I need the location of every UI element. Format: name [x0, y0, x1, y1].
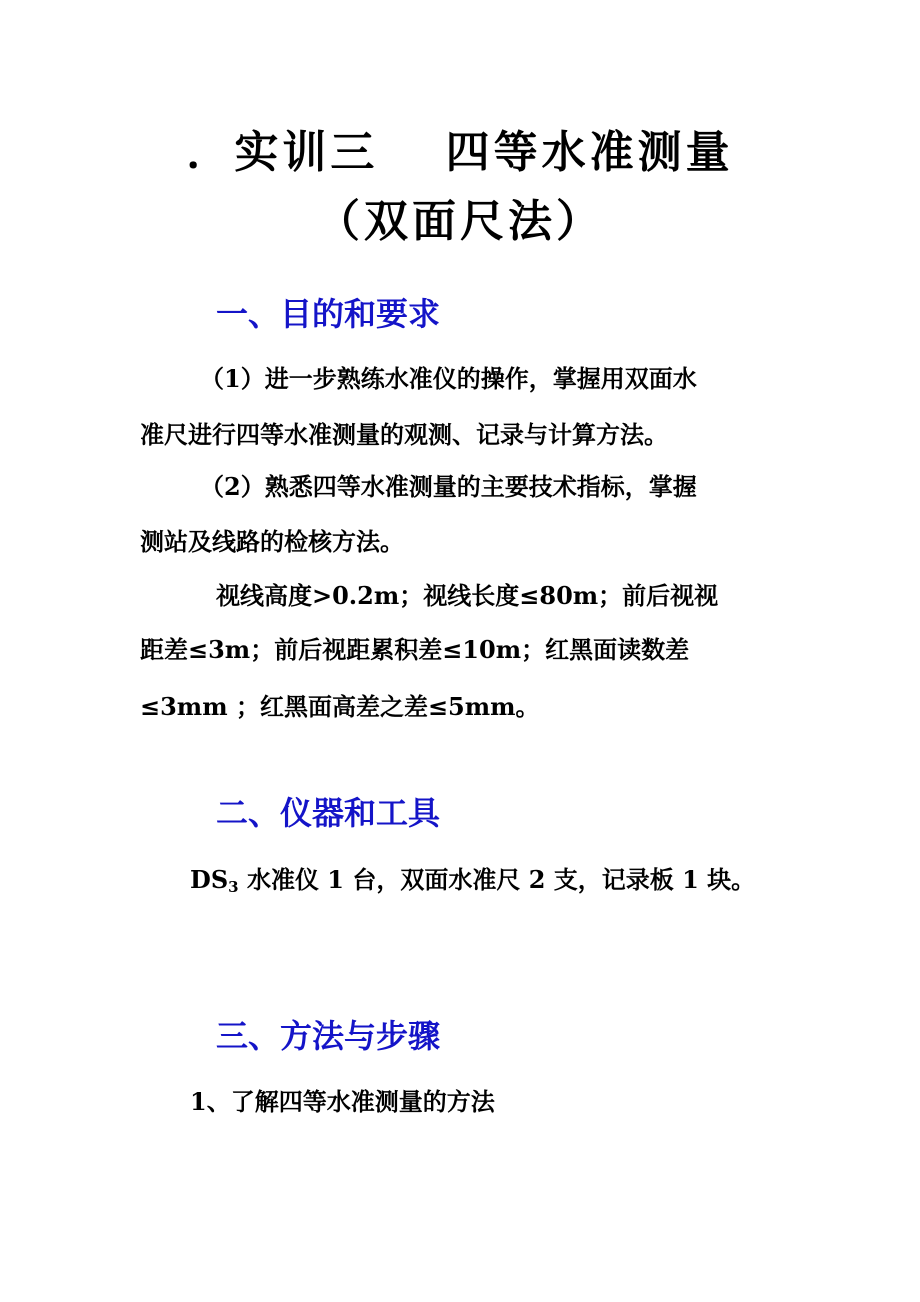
paragraph-line: ≤3mm ；红黑面高差之差≤5mm。 — [140, 692, 540, 721]
paragraph-line: 视线高度>0.2m；视线长度≤80m；前后视视 — [216, 581, 719, 610]
instrument-model: DS — [190, 865, 229, 894]
instrument-model-subscript: 3 — [228, 878, 239, 896]
instrument-line — [190, 865, 756, 896]
paragraph-line: 准尺进行四等水准测量的观测、记录与计算方法。 — [140, 420, 668, 449]
paragraph-line: （1）进一步熟练水准仪的操作，掌握用双面水 — [200, 364, 697, 393]
instrument-list: 水准仪 1 台，双面水准尺 2 支，记录板 1 块。 — [238, 865, 756, 894]
section-heading-objectives: 一、目的和要求 — [216, 295, 441, 333]
step-item: 1、了解四等水准测量的方法 — [190, 1087, 495, 1116]
paragraph-line: 测站及线路的检核方法。 — [140, 527, 404, 556]
paragraph-line: 距差≤3m；前后视距累积差≤10m；红黑面读数差 — [140, 635, 690, 664]
document-title-line2: （双面尺法） — [316, 196, 604, 247]
document-title-line1: ．实训三 四等水准测量 — [186, 127, 734, 178]
section-heading-instruments: 二、仪器和工具 — [216, 794, 441, 832]
paragraph-line: （2）熟悉四等水准测量的主要技术指标，掌握 — [200, 472, 697, 501]
section-heading-methods: 三、方法与步骤 — [216, 1017, 441, 1055]
